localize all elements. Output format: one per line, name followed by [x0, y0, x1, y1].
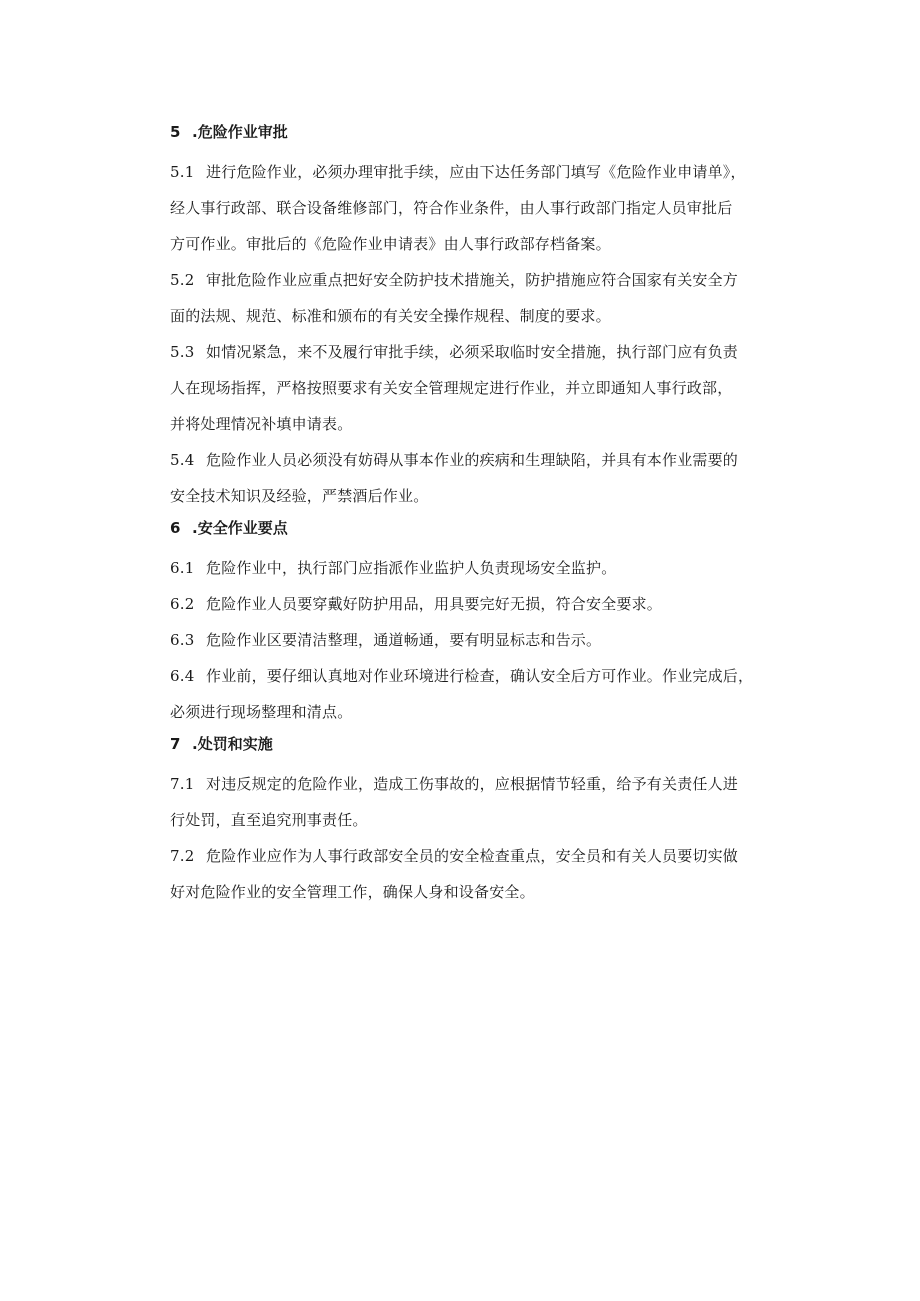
clause-7-2 [170, 838, 810, 910]
clause-text-line: 危险作业人员要穿戴好防护用品，用具要完好无损，符合安全要求。 [206, 595, 663, 613]
clause-6-2 [170, 586, 810, 622]
section-title: .危险作业审批 [192, 123, 288, 141]
section-title: .安全作业要点 [192, 519, 288, 537]
clause-text-line: 如情况紧急，来不及履行审批手续，必须采取临时安全措施，执行部门应有负责 [206, 343, 739, 361]
clause-number: 5.3 [170, 343, 195, 361]
section-number: 7 [170, 735, 181, 753]
clause-text-line: 进行危险作业，必须办理审批手续，应由下达任务部门填写《危险作业申请单》， [206, 163, 746, 181]
section-number: 6 [170, 519, 181, 537]
clause-number: 7.1 [170, 775, 195, 793]
document-body [170, 118, 810, 910]
clause-number: 5.2 [170, 271, 195, 289]
clause-text-line: 方可作业。审批后的《危险作业申请表》由人事行政部存档备案。 [170, 235, 611, 253]
clause-6-4 [170, 658, 810, 730]
clause-5-4 [170, 442, 810, 514]
clause-text-line: 危险作业中，执行部门应指派作业监护人负责现场安全监护。 [206, 559, 617, 577]
clause-5-3 [170, 334, 810, 442]
clause-text-line: 经人事行政部、联合设备维修部门，符合作业条件，由人事行政部门指定人员审批后 [170, 199, 733, 217]
clause-text-line: 人在现场指挥，严格按照要求有关安全管理规定进行作业，并立即通知人事行政部， [170, 379, 733, 397]
clause-number: 6.4 [170, 667, 195, 685]
clause-text-line: 行处罚，直至追究刑事责任。 [170, 811, 368, 829]
section-heading-7 [170, 730, 810, 758]
clause-text-line: 安全技术知识及经验，严禁酒后作业。 [170, 487, 429, 505]
clause-text-line: 对违反规定的危险作业，造成工伤事故的，应根据情节轻重，给予有关责任人进 [206, 775, 739, 793]
clause-text-line: 危险作业区要清洁整理，通道畅通，要有明显标志和告示。 [206, 631, 602, 649]
section-title: .处罚和实施 [192, 735, 273, 753]
clause-5-1 [170, 154, 810, 262]
clause-text-line: 必须进行现场整理和清点。 [170, 703, 353, 721]
clause-text-line: 好对危险作业的安全管理工作，确保人身和设备安全。 [170, 883, 535, 901]
clause-text-line: 危险作业应作为人事行政部安全员的安全检查重点，安全员和有关人员要切实做 [206, 847, 739, 865]
clause-number: 6.2 [170, 595, 195, 613]
section-number: 5 [170, 123, 181, 141]
clause-7-1 [170, 766, 810, 838]
clause-text-line: 并将处理情况补填申请表。 [170, 415, 353, 433]
section-heading-5 [170, 118, 810, 146]
clause-text-line: 危险作业人员必须没有妨碍从事本作业的疾病和生理缺陷，并具有本作业需要的 [206, 451, 739, 469]
clause-text-line: 面的法规、规范、标准和颁布的有关安全操作规程、制度的要求。 [170, 307, 611, 325]
clause-6-1 [170, 550, 810, 586]
clause-6-3 [170, 622, 810, 658]
clause-text-line: 审批危险作业应重点把好安全防护技术措施关，防护措施应符合国家有关安全方 [206, 271, 739, 289]
clause-number: 6.3 [170, 631, 195, 649]
clause-text-line: 作业前，要仔细认真地对作业环境进行检查，确认安全后方可作业。作业完成后， [206, 667, 754, 685]
clause-number: 7.2 [170, 847, 195, 865]
clause-number: 6.1 [170, 559, 195, 577]
clause-number: 5.1 [170, 163, 195, 181]
clause-number: 5.4 [170, 451, 195, 469]
section-heading-6 [170, 514, 810, 542]
clause-5-2 [170, 262, 810, 334]
